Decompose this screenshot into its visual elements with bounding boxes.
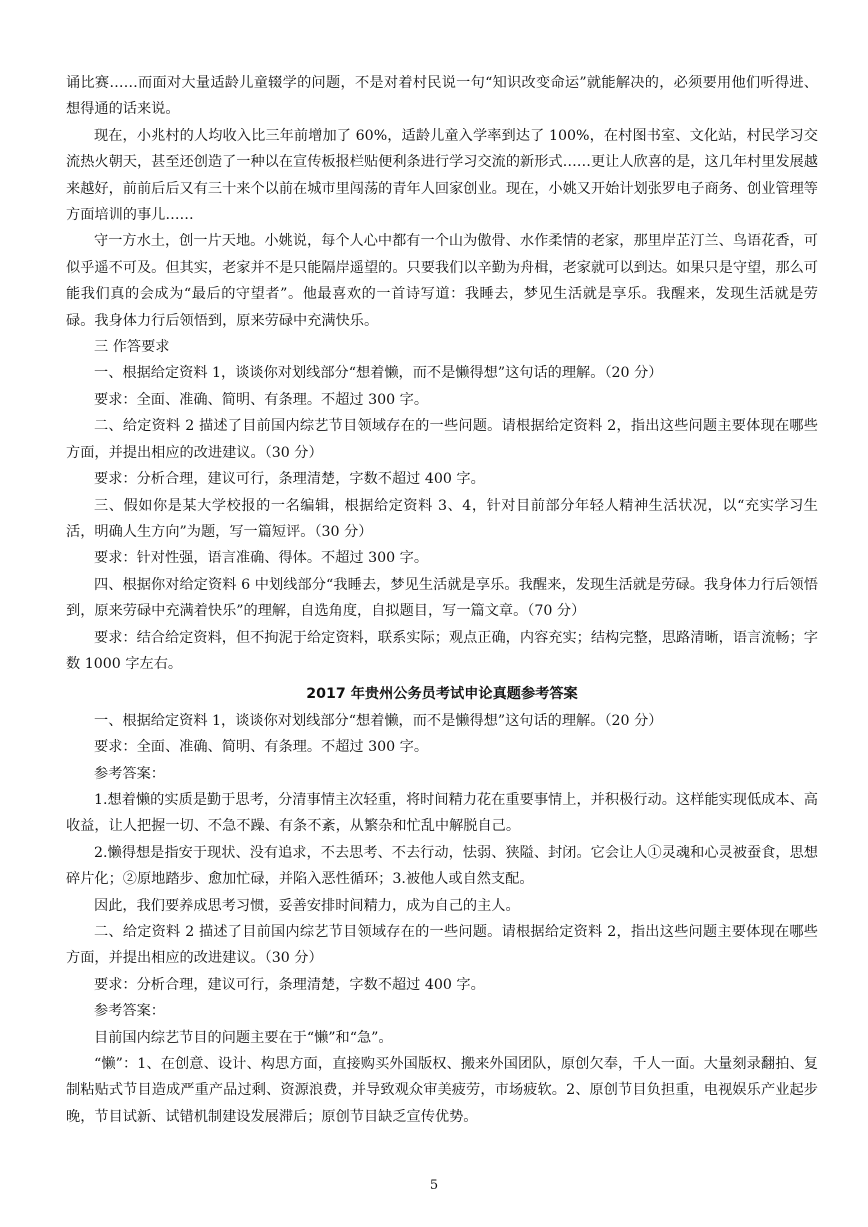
paragraph: 要求：全面、准确、简明、有条理。不超过 300 字。 [94, 391, 429, 408]
paragraph: 三、假如你是某大学校报的一名编辑，根据给定资料 3、4，针对目前部分年轻人精神生活状况，以“充实学习生活，明确人生方向”为题，写一篇短评。（30 分） [66, 497, 818, 540]
paragraph: 要求：分析合理，建议可行，条理清楚，字数不超过 400 字。 [94, 976, 485, 993]
paragraph: 四、根据你对给定资料 6 中划线部分“我睡去，梦见生活就是享乐。我醒来，发现生活就是劳碌。我身体力行后领悟到，原来劳碌中充满着快乐”的理解，自选角度，自拟题目，写一篇文章。（70 分） [66, 576, 818, 620]
paragraph: 1.想着懒的实质是勤于思考，分清事情主次轻重，将时间精力花在重要事情上，并积极行动。这样能实现低成本、高收益，让人把握一切、不急不躁、有条不紊，从繁杂和忙乱中解脱自己。 [66, 791, 818, 835]
paragraph: 现在，小兆村的人均收入比三年前增加了 60%，适龄儿童入学率到达了 100%，在村图书室、文化站，村民学习交流热火朝天，甚至还创造了一种以在宣传板报栏贴便利条进行学习交流的新形式……更让人欣喜的是，这几年村里发展越来越好，前前后后又有三十来个以前在城市里闯荡的青年人回家创业。现在，小姚又开始计划张罗电子商务、创业管理等方面培训的事儿…… [66, 127, 818, 224]
paragraph: 三 作答要求 [94, 339, 170, 356]
paragraph: 要求：分析合理，建议可行，条理清楚，字数不超过 400 字。 [94, 471, 485, 488]
paragraph: 目前国内综艺节目的问题主要在于“懒”和“急”。 [94, 1029, 393, 1046]
paragraph: “懒”：1、在创意、设计、构思方面，直接购买外国版权、搬来外国团队，原创欠奉，千人一面。大量刻录翻拍、复制粘贴式节目造成严重产品过剩、资源浪费，并导致观众审美疲劳，市场疲软。2、原创节目负担重，电视娱乐产业起步晚，节目试新、试错机制建设发展滞后；原创节目缺乏宣传优势。 [66, 1056, 818, 1125]
paragraph: 要求：针对性强，语言准确、得体。不超过 300 字。 [94, 550, 429, 567]
paragraph: 诵比赛……而面对大量适龄儿童辍学的问题，不是对着村民说一句“知识改变命运”就能解决的，必须要用他们听得进、想得通的话来说。 [66, 75, 818, 118]
paragraph: 参考答案： [94, 1003, 165, 1020]
paragraph: 二、给定资料 2 描述了目前国内综艺节目领域存在的一些问题。请根据给定资料 2，指出这些问题主要体现在哪些方面，并提出相应的改进建议。（30 分） [66, 418, 818, 461]
paragraph: 2.懒得想是指安于现状、没有追求，不去思考、不去行动，怯弱、狭隘、封闭。它会让人①灵魂和心灵被蚕食，思想碎片化；②原地踏步、愈加忙碌，并陷入恶性循环；3.被他人或自然支配。 [66, 844, 818, 888]
paragraph: 一、根据给定资料 1，谈谈你对划线部分“想着懒，而不是懒得想”这句话的理解。（20 分） [94, 712, 663, 729]
paragraph: 要求：全面、准确、简明、有条理。不超过 300 字。 [94, 739, 429, 756]
paragraph: 二、给定资料 2 描述了目前国内综艺节目领域存在的一些问题。请根据给定资料 2，指出这些问题主要体现在哪些方面，并提出相应的改进建议。（30 分） [66, 924, 818, 967]
answer-section-title: 2017 年贵州公务员考试申论真题参考答案 [306, 686, 578, 703]
answer-section [66, 708, 818, 1131]
question-section [66, 70, 818, 677]
paragraph: 要求：结合给定资料，但不拘泥于给定资料，联系实际；观点正确，内容充实；结构完整，思路清晰，语言流畅；字数 1000 字左右。 [66, 629, 818, 672]
page-number: 5 [429, 1178, 439, 1193]
paragraph: 守一方水土，创一片天地。小姚说，每个人心中都有一个山为傲骨、水作柔情的老家，那里岸芷汀兰、鸟语花香，可似乎遥不可及。但其实，老家并不是只能隔岸遥望的。只要我们以辛勤为舟楫，老家就可以到达。如果只是守望，那么可能我们真的会成为“最后的守望者”。他最喜欢的一首诗写道：我睡去，梦见生活就是享乐。我醒来，发现生活就是劳碌。我身体力行后领悟到，原来劳碌中充满快乐。 [66, 233, 818, 329]
paragraph: 因此，我们要养成思考习惯，妥善安排时间精力，成为自己的主人。 [94, 897, 520, 914]
paragraph: 参考答案： [94, 765, 165, 782]
paragraph: 一、根据给定资料 1，谈谈你对划线部分“想着懒，而不是懒得想”这句话的理解。（20 分） [94, 365, 663, 382]
